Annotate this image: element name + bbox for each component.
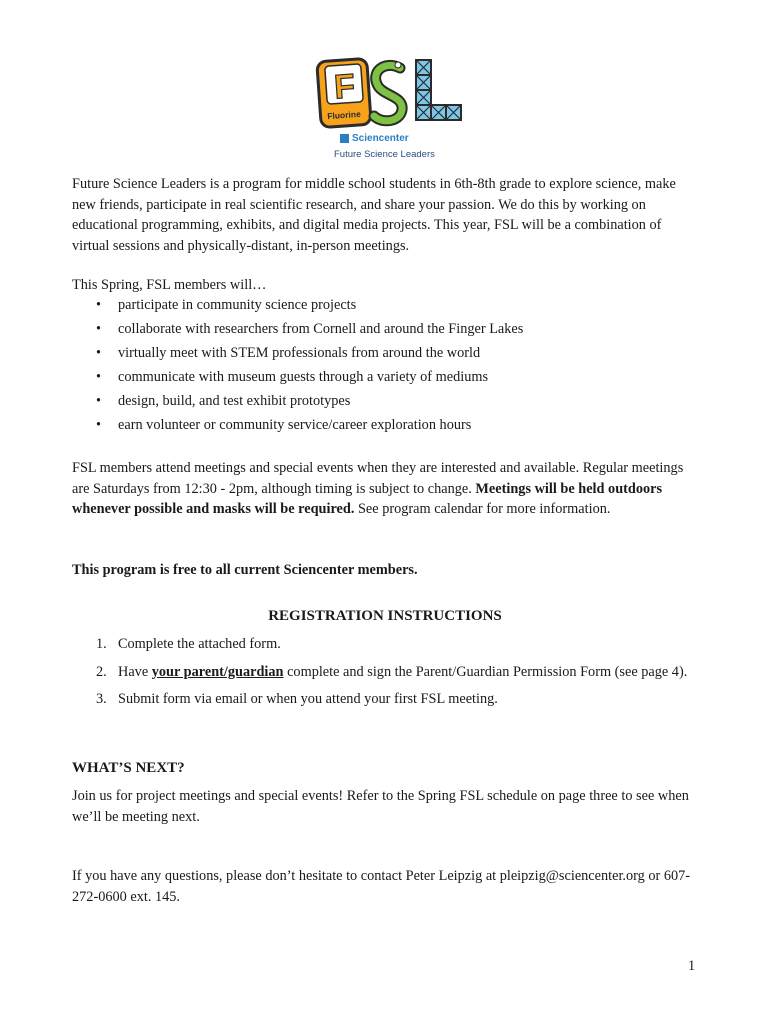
registration-heading: REGISTRATION INSTRUCTIONS <box>268 608 502 624</box>
logo-subtitle: Future Science Leaders <box>334 149 435 160</box>
step-item: 2. Have your parent/guardian complete and sign the Parent/Guardian Permission Form (see page 4). <box>96 663 688 680</box>
fsl-logo <box>312 52 472 164</box>
bullet: • <box>96 297 102 313</box>
bullet: • <box>96 393 102 409</box>
bullet: • <box>96 321 102 337</box>
fluorine-letter: F <box>332 67 357 107</box>
page-number: 1 <box>688 958 696 974</box>
fluorine-label: Fluorine <box>326 108 362 122</box>
contact-paragraph: If you have any questions, please don’t hesitate to contact Peter Leipzig at pleipzig@sciencenter.org or 607-272-0600 ext. 145. <box>72 868 691 905</box>
intro-paragraph: Future Science Leaders is a program for middle school students in 6th-8th grade to explore science, make new friends, participate in real scientific research, and share your passion. We do this by working on educational programming, exhibits, and digital media projects. This year, FSL will be a combination of virtual sessions and physically-distant, in-person meetings. <box>72 176 676 254</box>
sciencenter-brand: Sciencenter <box>352 133 409 144</box>
snake-eye <box>395 62 401 68</box>
masks-notice: Meetings will be held outdoors whenever possible and masks will be required. <box>72 480 663 517</box>
registration-steps <box>72 634 702 717</box>
free-program-note: This program is free to all current Sciencenter members. <box>72 562 418 578</box>
bullet: • <box>96 369 102 385</box>
list-item: • communicate with museum guests through a variety of mediums <box>72 367 702 391</box>
list-item: • virtually meet with STEM professionals from around the world <box>72 343 702 367</box>
spring-list <box>72 295 702 439</box>
whats-next-heading: WHAT’S NEXT? <box>72 760 185 776</box>
list-item: • collaborate with researchers from Cornell and around the Finger Lakes <box>72 319 702 343</box>
list-item: • earn volunteer or community service/career exploration hours <box>72 415 702 439</box>
bullet: • <box>96 417 102 433</box>
sciencenter-mark-icon <box>340 134 349 143</box>
bullet: • <box>96 345 102 361</box>
list-item: • participate in community science projects <box>72 295 702 319</box>
step-item: 1. Complete the attached form. <box>96 636 281 652</box>
spring-lead: This Spring, FSL members will… <box>72 277 267 293</box>
step-item: 3. Submit form via email or when you attend your first FSL meeting. <box>96 691 498 707</box>
list-item: • design, build, and test exhibit prototypes <box>72 391 702 415</box>
parent-guardian-emphasis: your parent/guardian <box>151 663 284 680</box>
attendance-paragraph: FSL members attend meetings and special events when they are interested and available. Regular meetings are Saturdays from 12:30 - 2pm, although timing is subject to change. Meetings will be held outdoors whenever possible and masks will be required. See program calendar for more information. <box>72 460 684 517</box>
join-paragraph: Join us for project meetings and special events! Refer to the Spring FSL schedule on page three to see when we’ll be meeting next. <box>72 788 689 825</box>
fsl-logo-graphic <box>312 52 472 164</box>
